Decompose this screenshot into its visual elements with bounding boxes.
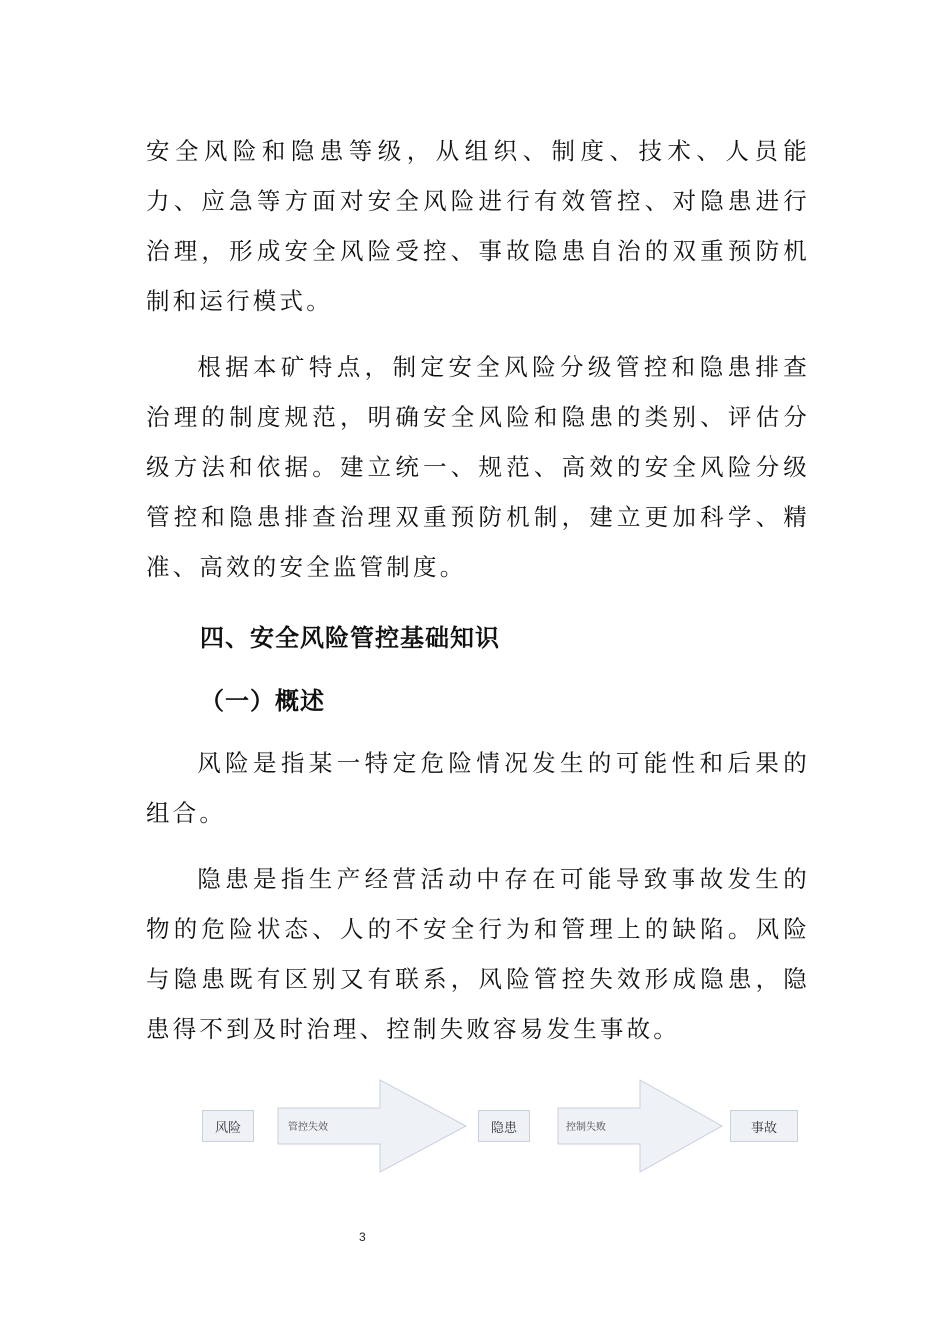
risk-flow-diagram — [190, 1070, 810, 1180]
arrow-label-control-failure: 管控失效 — [288, 1122, 328, 1133]
paragraph-hazard-definition-text: 隐患是指生产经营活动中存在可能导致事故发生的物的危险状态、人的不安全行为和管理上的缺陷。风险与隐患既有区别又有联系，风险管控失效形成隐患，隐患得不到及时治理、控制失败容易发生事故。 — [146, 865, 810, 1043]
paragraph-risk-definition-text: 风险是指某一特定危险情况发生的可能性和后果的组合。 — [146, 749, 810, 827]
box-accident: 事故 — [730, 1110, 798, 1142]
paragraph-risk-levels: 安全风险和隐患等级，从组织、制度、技术、人员能力、应急等方面对安全风险进行有效管控、对隐患进行治理，形成安全风险受控、事故隐患自治的双重预防机制和运行模式。 — [146, 137, 810, 315]
arrow-label-control-fail: 控制失败 — [566, 1122, 606, 1133]
page-number: 3 — [359, 1230, 366, 1244]
box-risk: 风险 — [202, 1110, 254, 1142]
box-hazard: 隐患 — [478, 1110, 530, 1142]
paragraph-risk-definition — [146, 738, 810, 838]
paragraph-hazard-definition — [146, 854, 810, 1054]
section-heading: 四、安全风险管控基础知识 — [200, 624, 500, 652]
subsection-heading: （一）概述 — [200, 687, 325, 715]
paragraph-mine-policy-text: 根据本矿特点，制定安全风险分级管控和隐患排查治理的制度规范，明确安全风险和隐患的类别、评估分级方法和依据。建立统一、规范、高效的安全风险分级管控和隐患排查治理双重预防机制，建立更加科学、精准、高效的安全监管制度。 — [146, 353, 810, 581]
paragraph-mine-policy — [146, 342, 810, 592]
